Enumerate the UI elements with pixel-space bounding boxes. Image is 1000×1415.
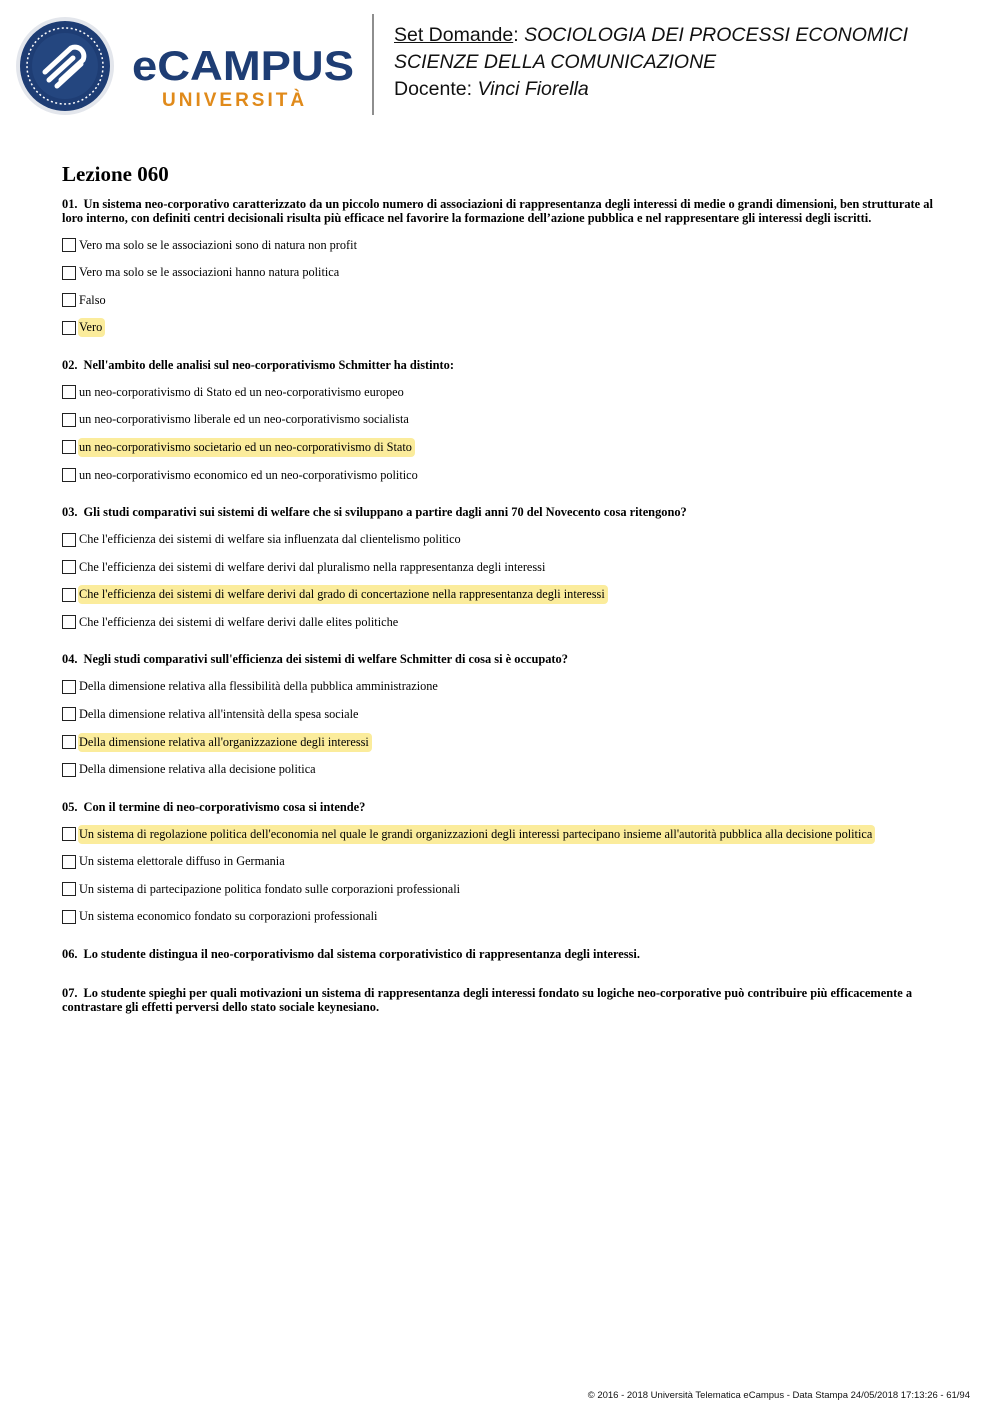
answer-checkbox[interactable] <box>62 293 76 307</box>
answer-checkbox[interactable] <box>62 440 76 454</box>
brand-word: eCAMPUS <box>132 42 354 89</box>
answer-option[interactable] <box>62 677 938 697</box>
answer-label-highlighted: Che l'efficienza dei sistemi di welfare derivi dal grado di concertazione nella rappresentanza degli interessi <box>78 585 608 604</box>
answer-label: Un sistema economico fondato su corporazioni professionali <box>79 909 378 924</box>
answer-option[interactable] <box>62 530 938 550</box>
question-text <box>62 359 938 373</box>
answer-checkbox[interactable] <box>62 763 76 777</box>
answer-checkbox[interactable] <box>62 468 76 482</box>
ecampus-wordmark-logo <box>132 40 357 114</box>
question-text <box>62 948 938 962</box>
question-text <box>62 801 938 815</box>
set-label: Set Domande <box>394 24 514 46</box>
course-line-1: SOCIOLOGIA DEI PROCESSI ECONOMICI <box>524 24 909 46</box>
question-04 <box>62 653 938 779</box>
answer-label: Vero ma solo se le associazioni hanno natura politica <box>79 265 340 280</box>
answer-checkbox[interactable] <box>62 855 76 869</box>
question-body: Nell'ambito delle analisi sul neo-corporativismo Schmitter ha distinto: <box>83 357 454 372</box>
answer-option[interactable] <box>62 879 938 899</box>
ecampus-seal-logo <box>15 16 115 116</box>
answer-checkbox[interactable] <box>62 385 76 399</box>
answer-option[interactable] <box>62 852 938 872</box>
answer-label-highlighted: Un sistema di regolazione politica dell'economia nel quale le grandi organizzazioni degli interessi partecipano insieme all'autorità pubblica alla decisione politica <box>78 825 875 844</box>
answer-option[interactable] <box>62 290 938 310</box>
question-text <box>62 506 938 520</box>
question-number: 01. <box>62 197 78 211</box>
answer-checkbox[interactable] <box>62 413 76 427</box>
answer-option[interactable] <box>62 704 938 724</box>
answer-option[interactable] <box>62 612 938 632</box>
answer-label: Della dimensione relativa alla flessibilità della pubblica amministrazione <box>79 679 438 694</box>
answer-label: un neo-corporativismo liberale ed un neo-corporativismo socialista <box>79 412 409 427</box>
set-colon: : <box>513 24 519 46</box>
page-footer: © 2016 - 2018 Università Telematica eCampus - Data Stampa 24/05/2018 17:13:26 - 61/94 <box>587 1390 970 1401</box>
answer-label-highlighted: un neo-corporativismo societario ed un neo-corporativismo di Stato <box>78 438 415 457</box>
question-05 <box>62 801 938 927</box>
answer-label: un neo-corporativismo economico ed un neo-corporativismo politico <box>79 467 418 482</box>
header-divider <box>372 14 374 115</box>
answer-option[interactable] <box>62 263 938 283</box>
question-number: 02. <box>62 357 78 372</box>
answer-option[interactable] <box>62 437 938 457</box>
answer-checkbox[interactable] <box>62 533 76 547</box>
question-text <box>62 653 938 667</box>
answer-label: Un sistema elettorale diffuso in Germania <box>79 854 285 869</box>
answer-label: Che l'efficienza dei sistemi di welfare sia influenzata dal clientelismo politico <box>79 532 461 547</box>
answer-label: Un sistema di partecipazione politica fondato sulle corporazioni professionali <box>79 881 461 896</box>
answer-checkbox[interactable] <box>62 827 76 841</box>
answer-label: Che l'efficienza dei sistemi di welfare derivi dalle elites politiche <box>79 614 399 629</box>
answer-option[interactable] <box>62 760 938 780</box>
answer-checkbox[interactable] <box>62 588 76 602</box>
lesson-title: Lezione 060 <box>62 162 169 186</box>
answer-option[interactable] <box>62 907 938 927</box>
answer-label: Della dimensione relativa alla decisione politica <box>79 762 316 777</box>
question-number: 06. <box>62 946 78 961</box>
question-body: Con il termine di neo-corporativismo cosa si intende? <box>83 799 366 814</box>
question-07 <box>62 987 938 1014</box>
answer-option[interactable] <box>62 465 938 485</box>
answer-label-highlighted: Vero <box>78 318 105 337</box>
question-03 <box>62 506 938 632</box>
question-01 <box>62 198 938 338</box>
question-number: 05. <box>62 799 78 814</box>
question-number: 03. <box>62 505 78 520</box>
answer-option[interactable] <box>62 382 938 402</box>
question-body: Gli studi comparativi sui sistemi di welfare che si sviluppano a partire dagli anni 70 del Novecento cosa ritengono? <box>83 505 687 520</box>
teacher-label: Docente: <box>394 78 473 100</box>
question-body: Lo studente spieghi per quali motivazioni un sistema di rappresentanza degli interessi fondato su logiche neo-corporative può contribuire più efficacemente a contrastare gli effetti perversi dello stato sociale keynesiano. <box>62 986 913 1014</box>
question-body: Negli studi comparativi sull'efficienza dei sistemi di welfare Schmitter di cosa si è occupato? <box>83 652 568 667</box>
header-teacher-line <box>394 76 908 103</box>
answer-checkbox[interactable] <box>62 882 76 896</box>
page-header <box>0 0 1000 130</box>
answer-checkbox[interactable] <box>62 680 76 694</box>
question-06 <box>62 948 938 962</box>
course-line-2: SCIENZE DELLA COMUNICAZIONE <box>394 51 717 73</box>
answer-checkbox[interactable] <box>62 238 76 252</box>
answer-option[interactable] <box>62 235 938 255</box>
brand-sub: UNIVERSITÀ <box>162 90 308 111</box>
question-text <box>62 198 938 225</box>
teacher-name: Vinci Fiorella <box>477 78 589 100</box>
answer-checkbox[interactable] <box>62 321 76 335</box>
header-set-line <box>394 22 908 49</box>
answer-option[interactable] <box>62 732 938 752</box>
answer-checkbox[interactable] <box>62 735 76 749</box>
question-02 <box>62 359 938 485</box>
header-info <box>394 22 908 103</box>
answer-option[interactable] <box>62 318 938 338</box>
answer-option[interactable] <box>62 585 938 605</box>
answer-checkbox[interactable] <box>62 615 76 629</box>
question-body: Lo studente distingua il neo-corporativismo dal sistema corporativistico di rappresentanza degli interessi. <box>83 946 640 961</box>
question-body: Un sistema neo-corporativo caratterizzato da un piccolo numero di associazioni di rappresentanza degli interessi di medie o grandi dimensioni, ben strutturate al loro interno, con definiti centri decisionali risulta più efficace nel favorire la formazione dell’azione pubblica e nel rappresentare gli interessi degli iscritti. <box>62 197 933 225</box>
question-number: 07. <box>62 986 78 1001</box>
question-list <box>62 198 938 1040</box>
answer-checkbox[interactable] <box>62 266 76 280</box>
answer-checkbox[interactable] <box>62 560 76 574</box>
answer-label: Della dimensione relativa all'intensità della spesa sociale <box>79 706 359 721</box>
answer-checkbox[interactable] <box>62 910 76 924</box>
answer-label-highlighted: Della dimensione relativa all'organizzazione degli interessi <box>78 733 372 752</box>
answer-label: Falso <box>79 292 106 307</box>
answer-option[interactable] <box>62 557 938 577</box>
answer-option[interactable] <box>62 410 938 430</box>
question-text <box>62 987 938 1014</box>
answer-label: Che l'efficienza dei sistemi di welfare derivi dal pluralismo nella rappresentanza degli interessi <box>79 559 546 574</box>
answer-label: Vero ma solo se le associazioni sono di natura non profit <box>79 237 357 252</box>
answer-option[interactable] <box>62 824 938 844</box>
answer-label: un neo-corporativismo di Stato ed un neo-corporativismo europeo <box>79 384 404 399</box>
answer-checkbox[interactable] <box>62 707 76 721</box>
question-number: 04. <box>62 652 78 667</box>
